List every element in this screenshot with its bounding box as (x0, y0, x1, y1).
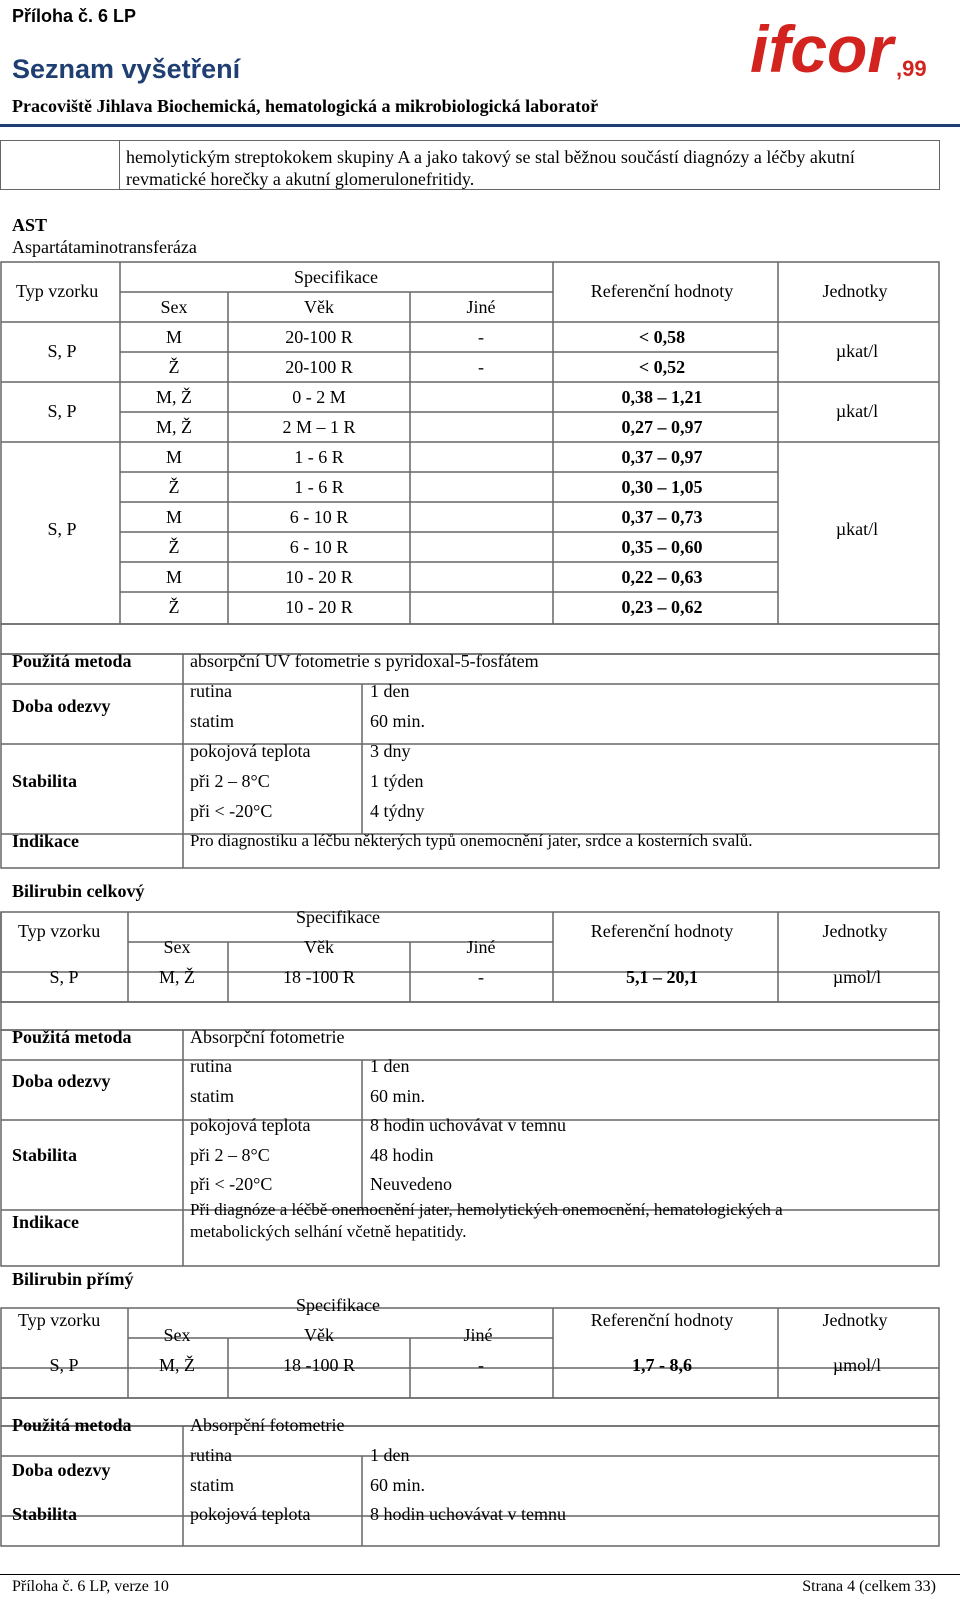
ast-metoda-value: absorpční UV fotometrie s pyridoxal-5-fosfátem (190, 651, 539, 671)
bili-celk-stabilita-key: při 2 – 8°C (190, 1145, 270, 1165)
ast-row-sex: M (165, 327, 183, 347)
bili-celk-indikace-line-1: Při diagnóze a léčbě onemocnění jater, hemolytických onemocnění, hematologických a (190, 1200, 783, 1219)
ast-header-referencni: Referenční hodnoty (590, 281, 734, 301)
footer-rule (0, 1574, 960, 1575)
bili-prim-header-specifikace: Specifikace (296, 1295, 380, 1315)
footer-right: Strana 4 (celkem 33) (802, 1578, 936, 1595)
bili-celk-metoda-label: Použitá metoda (12, 1027, 132, 1047)
ast-group-2-typ: S, P (47, 401, 77, 421)
bili-celk-doba-label: Doba odezvy (12, 1071, 111, 1091)
ast-stabilita-value: 4 týdny (370, 801, 425, 821)
bili-prim-header-typ: Typ vzorku (18, 1310, 101, 1330)
bili-celk-doba-value: 1 den (370, 1056, 410, 1076)
bili-prim-title: Bilirubin přímý (12, 1269, 134, 1289)
bili-prim-sex: M, Ž (159, 1355, 195, 1375)
bili-prim-header-jednotky: Jednotky (822, 1310, 888, 1330)
bili-prim-doba-value: 1 den (370, 1445, 410, 1465)
bili-prim-metoda-label: Použitá metoda (12, 1415, 132, 1435)
bili-celk-indikace-label: Indikace (12, 1212, 80, 1232)
ast-row-jine: - (478, 357, 484, 377)
ast-title: AST (12, 215, 48, 235)
bili-prim-typ: S, P (49, 1355, 79, 1375)
ast-row-ref: 0,35 – 0,60 (621, 537, 703, 557)
ast-row-vek: 1 - 6 R (294, 447, 344, 467)
bili-prim-stabilita-label: Stabilita (12, 1504, 78, 1524)
ast-stabilita-value: 1 týden (370, 771, 424, 791)
ast-header-specifikace: Specifikace (294, 267, 378, 287)
bili-celk-metoda: Absorpční fotometrie (190, 1027, 345, 1047)
ast-stabilita-key: při 2 – 8°C (190, 771, 270, 791)
bili-prim-unit: µmol/l (832, 1355, 882, 1375)
bili-celk-stabilita-value: 8 hodin uchovávat v temnu (370, 1115, 566, 1135)
svg-text:,99: ,99 (896, 56, 927, 81)
ast-row-vek: 0 - 2 M (292, 387, 346, 407)
bili-celk-stabilita-key: pokojová teplota (190, 1115, 311, 1135)
ast-row-vek: 10 - 20 R (285, 567, 353, 587)
ast-row-sex: M, Ž (156, 417, 192, 437)
ast-row-ref: 0,30 – 1,05 (621, 477, 703, 497)
footer-left: Příloha č. 6 LP, verze 10 (12, 1578, 169, 1595)
ast-row-vek: 6 - 10 R (289, 537, 349, 557)
ast-doba-label: Doba odezvy (12, 696, 111, 716)
ast-row-sex: M (165, 507, 183, 527)
ast-header-typ-vzorku: Typ vzorku (16, 281, 99, 301)
bili-celk-stabilita-value: Neuvedeno (370, 1174, 452, 1194)
ast-group-3-typ: S, P (47, 519, 77, 539)
bili-prim-doba-key: rutina (190, 1445, 232, 1465)
ast-header-vek: Věk (304, 297, 334, 317)
bili-celk-typ: S, P (49, 967, 79, 987)
ast-header-sex: Sex (160, 297, 188, 317)
ast-row-sex: Ž (168, 597, 180, 617)
bili-celk-header-typ: Typ vzorku (18, 921, 101, 941)
bili-celk-ref: 5,1 – 20,1 (626, 967, 698, 987)
ast-group-1-typ: S, P (47, 341, 77, 361)
bili-prim-jine: - (478, 1355, 484, 1375)
bili-celk-header-ref: Referenční hodnoty (590, 921, 734, 941)
bili-prim-doba-value: 60 min. (370, 1475, 426, 1495)
ast-row-ref: 0,37 – 0,97 (621, 447, 703, 467)
ast-doba-key: statim (190, 711, 234, 731)
ast-doba-value: 1 den (370, 681, 410, 701)
ast-row-vek: 20-100 R (285, 357, 353, 377)
bili-celk-jine: - (478, 967, 484, 987)
bili-prim-vek: 18 -100 R (283, 1355, 355, 1375)
ast-row-sex: M, Ž (156, 387, 192, 407)
bili-prim-header-ref: Referenční hodnoty (590, 1310, 734, 1330)
ast-stabilita-value: 3 dny (370, 741, 411, 761)
ast-doba-key: rutina (190, 681, 232, 701)
bili-celk-header-jednotky: Jednotky (822, 921, 888, 941)
ast-row-sex: M (165, 447, 183, 467)
bili-prim-stabilita-value: 8 hodin uchovávat v temnu (370, 1504, 566, 1524)
ast-row-ref: 0,38 – 1,21 (621, 387, 703, 407)
bili-celk-doba-key: statim (190, 1086, 234, 1106)
ast-stabilita-key: pokojová teplota (190, 741, 311, 761)
ast-group-2-unit: µkat/l (835, 401, 879, 421)
bili-celk-header-vek: Věk (304, 937, 334, 957)
ast-row-sex: M (165, 567, 183, 587)
annex-label: Příloha č. 6 LP (12, 6, 137, 26)
intro-line-1: hemolytickým streptokokem skupiny A a jako takový se stal běžnou součástí diagnózy a léčby akutní (126, 147, 855, 167)
ast-subtitle: Aspartátaminotransferáza (12, 237, 197, 257)
intro-line-2: revmatické horečky a akutní glomerulonefritidy. (126, 169, 475, 189)
bili-celk-doba-key: rutina (190, 1056, 232, 1076)
ast-group-3-unit: µkat/l (835, 519, 879, 539)
ast-row-vek: 1 - 6 R (294, 477, 344, 497)
ast-row-ref: < 0,52 (638, 357, 686, 377)
ast-row-ref: < 0,58 (638, 327, 686, 347)
bili-celk-stabilita-key: při < -20°C (190, 1174, 273, 1194)
ast-row-vek: 2 M – 1 R (282, 417, 356, 437)
bili-prim-header-vek: Věk (304, 1325, 334, 1345)
bili-celk-vek: 18 -100 R (283, 967, 355, 987)
ast-stabilita-label: Stabilita (12, 771, 78, 791)
page-title: Seznam vyšetření (12, 54, 241, 84)
ast-row-sex: Ž (168, 537, 180, 557)
ast-row-vek: 20-100 R (285, 327, 353, 347)
bili-celk-title: Bilirubin celkový (12, 881, 145, 901)
ast-group-1-unit: µkat/l (835, 341, 879, 361)
bili-celk-stabilita-value: 48 hodin (370, 1145, 434, 1165)
bili-celk-header-sex: Sex (163, 937, 191, 957)
ast-header-jednotky: Jednotky (822, 281, 888, 301)
ast-row-vek: 6 - 10 R (289, 507, 349, 527)
bili-celk-indikace-line-2: metabolických selhání včetně hepatitidy. (190, 1222, 467, 1241)
ast-metoda-label: Použitá metoda (12, 651, 132, 671)
bili-prim-header-jine: Jiné (463, 1325, 493, 1345)
ast-indikace-label: Indikace (12, 831, 80, 851)
bili-celk-header-specifikace: Specifikace (296, 907, 380, 927)
bili-celk-unit: µmol/l (832, 967, 882, 987)
bili-celk-sex: M, Ž (159, 967, 195, 987)
page-subtitle: Pracoviště Jihlava Biochemická, hematologická a mikrobiologická laboratoř (12, 96, 599, 116)
ast-row-ref: 0,22 – 0,63 (621, 567, 703, 587)
ast-row-sex: Ž (168, 477, 180, 497)
ast-row-ref: 0,23 – 0,62 (621, 597, 703, 617)
bili-celk-doba-value: 60 min. (370, 1086, 426, 1106)
bili-prim-stabilita-key: pokojová teplota (190, 1504, 311, 1524)
ast-row-vek: 10 - 20 R (285, 597, 353, 617)
bili-celk-header-jine: Jiné (466, 937, 496, 957)
bili-prim-doba-key: statim (190, 1475, 234, 1495)
ast-row-ref: 0,27 – 0,97 (621, 417, 703, 437)
ast-indikace-value: Pro diagnostiku a léčbu některých typů onemocnění jater, srdce a kosterních svalů. (190, 831, 753, 850)
ast-row-ref: 0,37 – 0,73 (621, 507, 703, 527)
ast-stabilita-key: při < -20°C (190, 801, 273, 821)
bili-celk-stabilita-label: Stabilita (12, 1145, 78, 1165)
ast-row-sex: Ž (168, 357, 180, 377)
ast-doba-value: 60 min. (370, 711, 426, 731)
bili-prim-doba-label: Doba odezvy (12, 1460, 111, 1480)
bili-prim-ref: 1,7 - 8,6 (632, 1355, 692, 1375)
bili-prim-header-sex: Sex (163, 1325, 191, 1345)
svg-text:ifcor: ifcor (750, 12, 894, 86)
ast-row-jine: - (478, 327, 484, 347)
ast-header-jine: Jiné (466, 297, 496, 317)
bili-prim-metoda: Absorpční fotometrie (190, 1415, 345, 1435)
